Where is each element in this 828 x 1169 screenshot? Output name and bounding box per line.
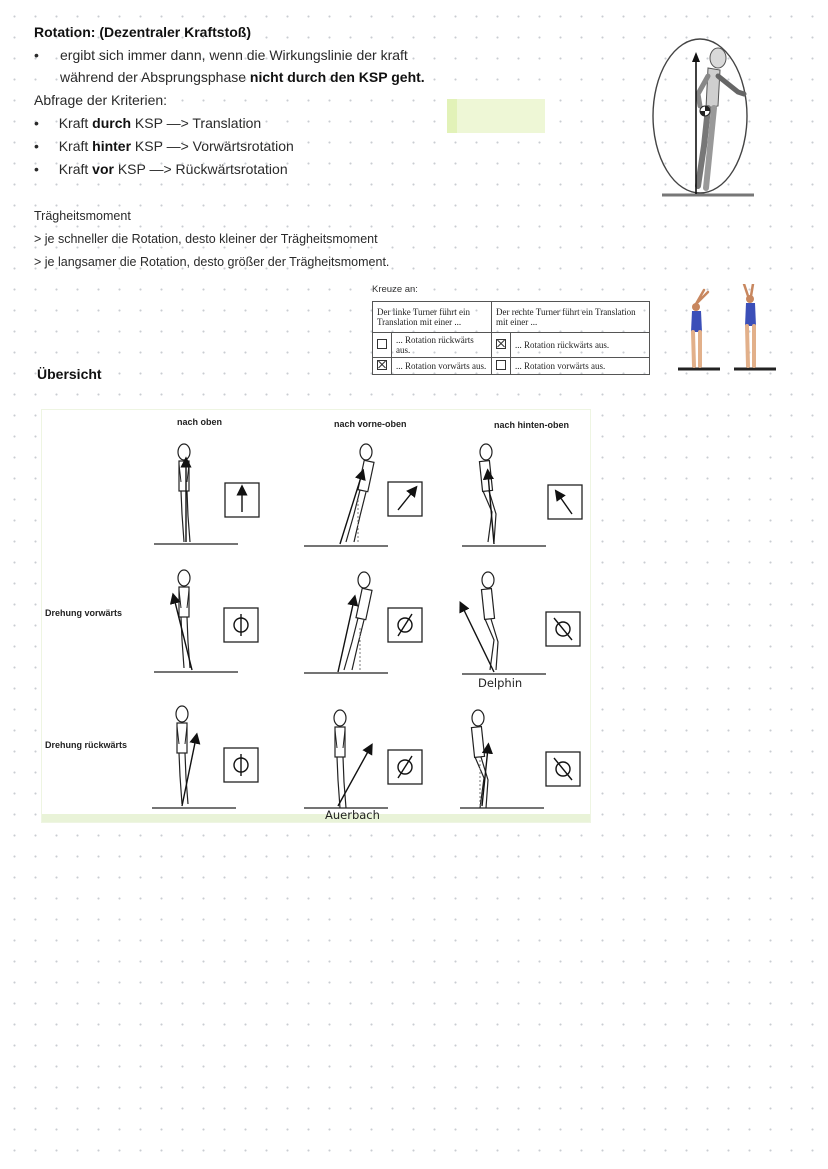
bullet-1: [34, 46, 39, 64]
bullet-symbol: •: [34, 47, 39, 63]
gymnasts-illustration: [674, 284, 780, 374]
row-header-rueckwaerts: Drehung rückwärts: [45, 740, 128, 750]
traegheit-line-2: > je langsamer die Rotation, desto größer der Trägheitsmoment.: [34, 255, 390, 269]
highlight-box: [447, 99, 545, 133]
checkbox-left-rueckwaerts[interactable]: [373, 333, 392, 358]
kreuze-label: Kreuze an:: [372, 284, 418, 295]
kreuze-right-row-1: ... Rotation rückwärts aus.: [510, 333, 649, 358]
criteria-heading: Abfrage der Kriterien:: [34, 92, 168, 108]
figure-bottom-strip: [42, 814, 590, 822]
bullet-symbol: •: [34, 138, 39, 154]
criteria-item-3-post: KSP —> Rückwärtsrotation: [113, 161, 288, 177]
col-header-nach-hinten-oben: nach hinten-oben: [494, 420, 569, 430]
kreuze-right-header: Der rechte Turner führt ein Translation mit einer ...: [491, 302, 649, 333]
checkbox-left-vorwaerts[interactable]: [373, 358, 392, 375]
criteria-item-2-pre: Kraft: [58, 138, 93, 154]
col-header-nach-vorne-oben: nach vorne-oben: [334, 419, 407, 429]
criteria-item-2: [34, 137, 294, 155]
criteria-item-1-bold: durch: [92, 115, 132, 131]
rotation-line-1: ergibt sich immer dann, wenn die Wirkungslinie der kraft: [60, 47, 408, 63]
kreuze-left-row-1: ... Rotation rückwärts aus.: [392, 333, 492, 358]
mannequin-illustration: [648, 36, 758, 200]
checkbox-checked-icon: [496, 339, 506, 349]
rotation-line-2-text: während der Absprungsphase: [60, 69, 250, 85]
checkbox-empty-icon: [377, 339, 387, 349]
traegheit-line-1: > je schneller die Rotation, desto kleiner der Trägheitsmoment: [34, 232, 378, 246]
criteria-item-2-post: KSP —> Vorwärtsrotation: [131, 138, 294, 154]
rotation-line-2: [60, 68, 425, 86]
uebersicht-heading: Übersicht: [37, 366, 102, 382]
uebersicht-figure: [42, 410, 590, 822]
kreuze-table: [372, 301, 650, 375]
checkbox-checked-icon: [377, 360, 387, 370]
bullet-symbol: •: [34, 161, 39, 177]
criteria-item-2-bold: hinter: [92, 138, 132, 154]
checkbox-empty-icon: [496, 360, 506, 370]
bullet-symbol: •: [34, 115, 39, 131]
kreuze-left-row-2: ... Rotation vorwärts aus.: [392, 358, 492, 375]
kreuze-right-row-2: ... Rotation vorwärts aus.: [510, 358, 649, 375]
col-header-nach-oben: nach oben: [177, 417, 223, 427]
caption-auerbach: Auerbach: [325, 808, 380, 822]
criteria-item-1-pre: Kraft: [58, 115, 93, 131]
rotation-line-2-bold: nicht durch den KSP geht.: [249, 69, 425, 85]
criteria-item-1-post: KSP —> Translation: [131, 115, 262, 131]
rotation-title: Rotation: (Dezentraler Kraftstoß): [34, 24, 252, 40]
criteria-item-3: [34, 160, 288, 178]
uebersicht-drawing: [42, 410, 590, 814]
traegheit-heading: Trägheitsmoment: [34, 209, 131, 223]
kreuze-left-header: Der linke Turner führt ein Translation mit einer ...: [373, 302, 492, 333]
row-header-vorwaerts: Drehung vorwärts: [45, 608, 123, 618]
criteria-item-3-pre: Kraft: [58, 161, 93, 177]
checkbox-right-vorwaerts[interactable]: [491, 358, 510, 375]
criteria-item-1: [34, 114, 261, 132]
criteria-item-3-bold: vor: [92, 161, 114, 177]
caption-delphin: Delphin: [478, 676, 523, 690]
checkbox-right-rueckwaerts[interactable]: [491, 333, 510, 358]
